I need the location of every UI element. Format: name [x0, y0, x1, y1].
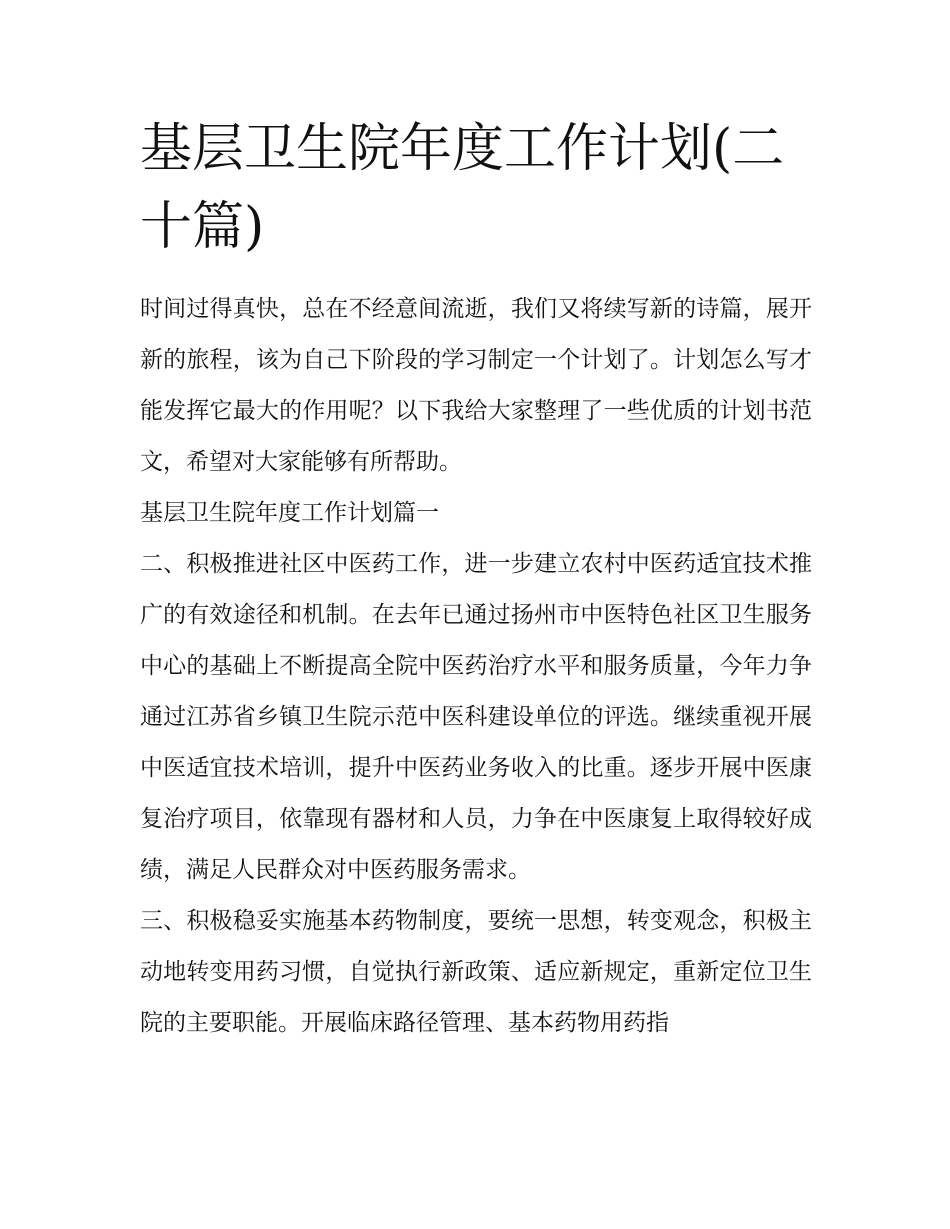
- section-heading: 基层卫生院年度工作计划篇一: [140, 500, 439, 526]
- document-page: [140, 110, 812, 1049]
- paragraph-3: 三、积极稳妥实施基本药物制度，要统一思想，转变观念，积极主动地转变用药习惯，自觉执行新政策、适应新规定，重新定位卫生院的主要职能。开展临床路径管理、基本药物用药指: [140, 908, 812, 1036]
- document-title: 基层卫生院年度工作计划(二十篇): [140, 119, 785, 257]
- intro-paragraph: 时间过得真快，总在不经意间流逝，我们又将续写新的诗篇，展开新的旅程，该为自己下阶段的学习制定一个计划了。计划怎么写才能发挥它最大的作用呢？以下我给大家整理了一些优质的计划书范文，希望对大家能够有所帮助。: [140, 296, 812, 475]
- paragraph-2: 二、积极推进社区中医药工作，进一步建立农村中医药适宜技术推广的有效途径和机制。在去年已通过扬州市中医特色社区卫生服务中心的基础上不断提高全院中医药治疗水平和服务质量，今年力争通过江苏省乡镇卫生院示范中医科建设单位的评选。继续重视开展中医适宜技术培训，提升中医药业务收入的比重。逐步开展中医康复治疗项目，依靠现有器材和人员，力争在中医康复上取得较好成绩，满足人民群众对中医药服务需求。: [140, 551, 812, 883]
